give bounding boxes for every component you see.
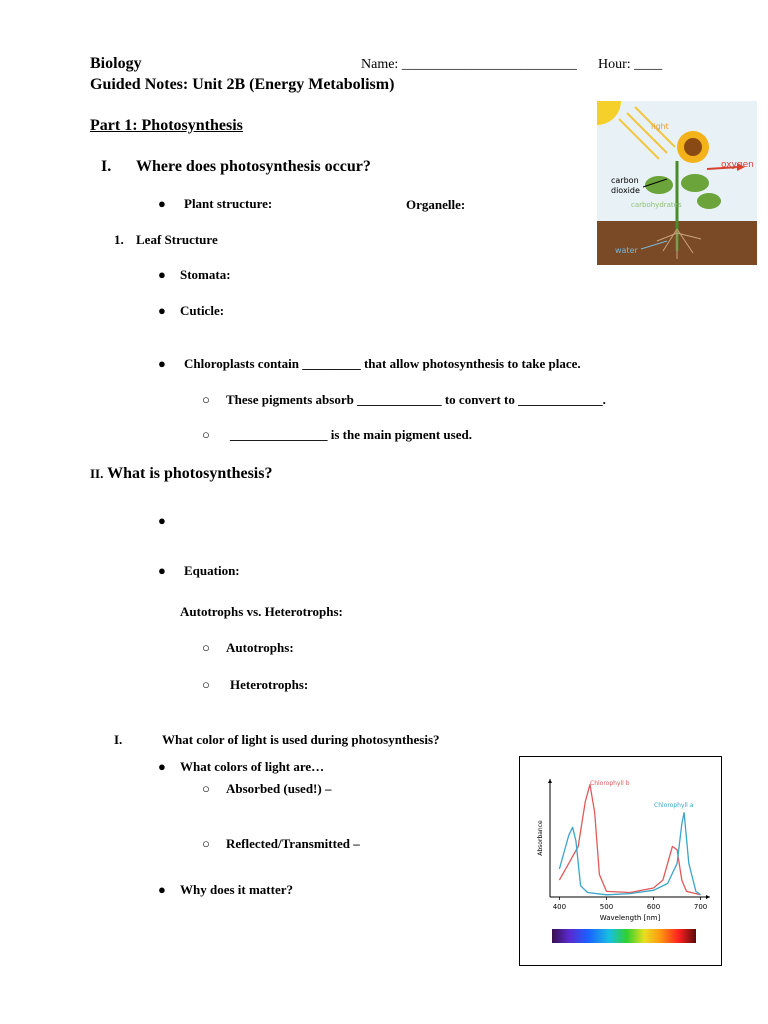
bullet-icon: ● (158, 356, 166, 371)
chloroplasts-line: Chloroplasts contain _________ that allow photosynthesis to take place. (184, 356, 581, 371)
x-tick-label: 500 (599, 903, 614, 911)
bullet-icon: ● (158, 513, 166, 528)
circle-bullet-icon: ○ (202, 427, 210, 442)
bullet-icon: ● (158, 882, 166, 897)
reflected-label: Reflected/Transmitted – (226, 836, 360, 851)
circle-bullet-icon: ○ (202, 781, 210, 796)
oxygen-label: oxygen (721, 160, 754, 170)
x-tick-label: 600 (646, 903, 661, 911)
circle-bullet-icon: ○ (202, 836, 210, 851)
absorbance-chart (520, 757, 721, 965)
equation-label: Equation: (184, 563, 240, 578)
spectrum-bar (552, 929, 696, 943)
x-tick-label: 700 (693, 903, 708, 911)
circle-bullet-icon: ○ (202, 677, 210, 692)
subject-title: Biology (90, 55, 142, 72)
auto-vs-hetero-title: Autotrophs vs. Heterotrophs: (180, 604, 343, 619)
organelle-label: Organelle: (406, 197, 466, 212)
hour-field[interactable]: Hour: ____ (598, 57, 663, 72)
leaf-structure-title: Leaf Structure (136, 232, 218, 247)
pigments-line: These pigments absorb _____________ to convert to _____________. (226, 392, 606, 407)
section2-number: II. (90, 466, 104, 481)
series-line-2 (559, 813, 700, 895)
stomata-label: Stomata: (180, 267, 231, 282)
bullet-icon: ● (158, 267, 166, 282)
light-label: light (651, 122, 669, 131)
photosynthesis-plant-diagram (597, 101, 757, 265)
x-tick-label: 400 (552, 903, 567, 911)
section3-title: What color of light is used during photosynthesis? (162, 732, 440, 747)
bullet-icon: ● (158, 196, 166, 211)
section1-number: I. (101, 158, 112, 175)
series-label-chlorophyll-a: Chlorophyll a (654, 802, 694, 809)
part1-heading: Part 1: Photosynthesis (90, 117, 243, 134)
carbohydrates-label: carbohydrates (631, 201, 682, 209)
section2-title: What is photosynthesis? (107, 465, 273, 482)
name-field[interactable]: Name: _________________________ (361, 57, 577, 72)
absorbed-label: Absorbed (used!) – (226, 781, 332, 796)
y-axis-label: Absorbance (537, 820, 544, 856)
section2-heading (90, 465, 272, 483)
water-label: water (615, 246, 638, 255)
section1-title: Where does photosynthesis occur? (136, 158, 371, 175)
why-matter-label: Why does it matter? (180, 882, 294, 897)
x-axis-label: Wavelength [nm] (599, 914, 661, 922)
bullet-icon: ● (158, 303, 166, 318)
what-colors-label: What colors of light are… (180, 759, 325, 774)
leaf-number: 1. (114, 232, 124, 247)
absorbance-chart-frame (519, 756, 722, 966)
dioxide-label: dioxide (611, 186, 640, 195)
cuticle-label: Cuticle: (180, 303, 225, 318)
circle-bullet-icon: ○ (202, 640, 210, 655)
series-label-chlorophyll-b: Chlorophyll b (590, 780, 630, 787)
x-axis-arrow (706, 895, 710, 899)
plant-structure-label: Plant structure: (184, 196, 273, 211)
autotrophs-label: Autotrophs: (226, 640, 294, 655)
carbon-label: carbon (611, 176, 639, 185)
bullet-icon: ● (158, 759, 166, 774)
circle-bullet-icon: ○ (202, 392, 210, 407)
main-pigment-line: _______________ is the main pigment used. (230, 427, 472, 442)
page-title: Guided Notes: Unit 2B (Energy Metabolism) (90, 76, 395, 93)
y-axis-arrow (548, 779, 552, 783)
bullet-icon: ● (158, 563, 166, 578)
heterotrophs-label: Heterotrophs: (230, 677, 309, 692)
section3-number: I. (114, 732, 123, 747)
